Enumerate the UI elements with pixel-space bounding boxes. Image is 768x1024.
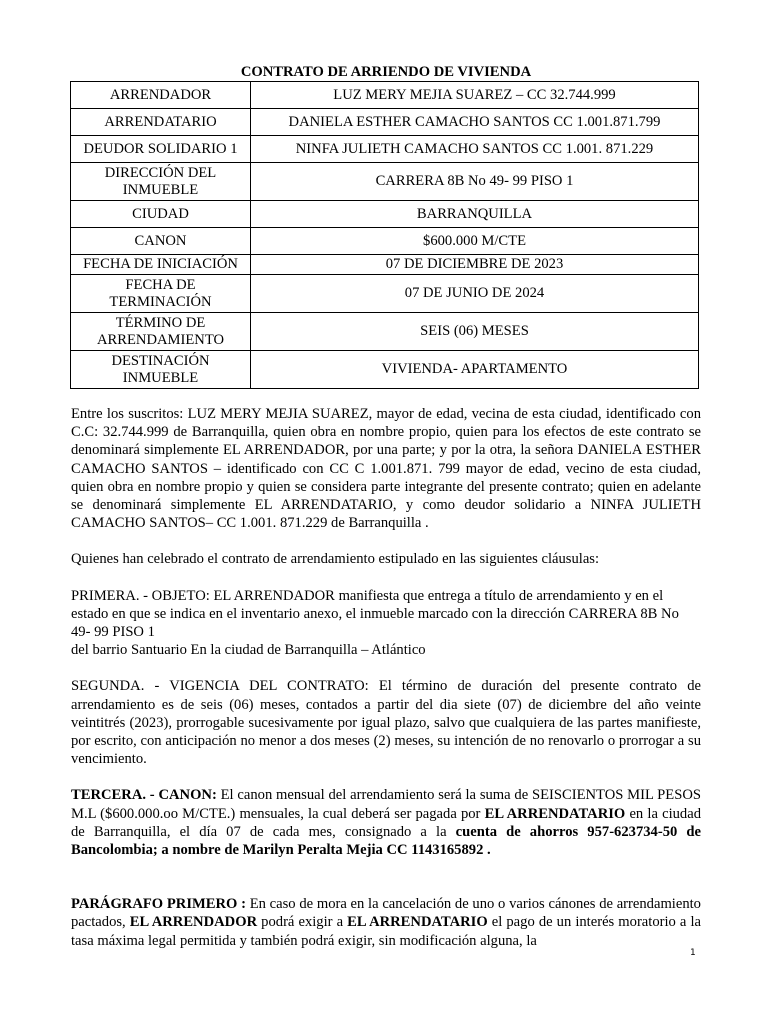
row-label: FECHA DE INICIACIÓN (71, 255, 251, 275)
row-label: ARRENDADOR (71, 82, 251, 109)
row-value: CARRERA 8B No 49- 99 PISO 1 (251, 163, 699, 201)
clause-primera: PRIMERA. - OBJETO: EL ARRENDADOR manifiesta que entrega a título de arrendamiento y en el estado en que se indica en el inventario anexo, el inmueble marcado con la dirección CARRERA 8B No 49- 99 PISO 1 (71, 587, 679, 641)
row-label: CIUDAD (71, 201, 251, 228)
clause-heading: PARÁGRAFO PRIMERO : (71, 896, 246, 913)
table-row (71, 136, 699, 163)
table-row (71, 351, 699, 389)
intro-paragraph: Entre los suscritos: LUZ MERY MEJIA SUAREZ, mayor de edad, vecina de esta ciudad, identificado con C.C: 32.744.999 de Barranquilla, quien obra en nombre propio, quien para los efectos de este contrato se denominará simplemente EL ARRENDADOR, por una parte; y por la otra, la señora DANIELA ESTHER CAMACHO SANTOS – identificado con CC C 1.001.871. 799 mayor de edad, vecino de esta ciudad, quien obra en nombre propio y quien se considera parte integrante del presente contrato; quien en adelante se denominará simplemente EL ARRENDATARIO, y como deudor solidario a NINFA JULIETH CAMACHO SANTOS– CC 1.001. 871.229 de Barranquilla . (71, 406, 701, 532)
party-name: EL ARRENDATARIO (484, 805, 626, 822)
row-value: NINFA JULIETH CAMACHO SANTOS CC 1.001. 871.229 (251, 136, 699, 163)
clause-text: En caso de mora en la cancelación de uno o varios cánones de arrendamiento pactados, (71, 896, 701, 931)
row-value: VIVIENDA- APARTAMENTO (251, 351, 699, 389)
clause-text: El canon mensual del arrendamiento será la suma de SEISCIENTOS MIL PESOS M.L ($600.000.oo M/CTE.) mensuales, la cual deberá ser pagada por (71, 787, 701, 822)
row-label: FECHA DE TERMINACIÓN (71, 275, 251, 313)
row-label: ARRENDATARIO (71, 109, 251, 136)
table-row (71, 109, 699, 136)
row-value: SEIS (06) MESES (251, 313, 699, 351)
clause-heading: TERCERA. - CANON: (71, 787, 217, 804)
party-name: EL ARRENDATARIO (347, 914, 488, 931)
row-label: DESTINACIÓN INMUEBLE (71, 351, 251, 389)
table-row (71, 313, 699, 351)
row-label: CANON (71, 228, 251, 255)
table-row (71, 228, 699, 255)
row-value: DANIELA ESTHER CAMACHO SANTOS CC 1.001.871.799 (251, 109, 699, 136)
contract-body (71, 405, 701, 950)
row-value: BARRANQUILLA (251, 201, 699, 228)
row-value: 07 DE DICIEMBRE DE 2023 (251, 255, 699, 275)
document-title: CONTRATO DE ARRIENDO DE VIVIENDA (240, 64, 532, 80)
clause-segunda: SEGUNDA. - VIGENCIA DEL CONTRATO: El término de duración del presente contrato de arrendamiento es de seis (06) meses, contados a partir del dia siete (07) de diciembre del año veinte veintitrés (2023), prorrogable sucesivamente por igual plazo, salvo que cualquiera de las partes manifieste, por escrito, con anticipación no menor a dos meses (2) meses, su intención de no renovarlo o prorrogar a su vencimiento. (71, 678, 701, 768)
row-label: TÉRMINO DE ARRENDAMIENTO (71, 313, 251, 351)
row-label: DIRECCIÓN DEL INMUEBLE (71, 163, 251, 201)
clause-text: podrá exigir a (257, 914, 348, 931)
paragrafo-primero (71, 895, 701, 950)
clause-tercera (71, 786, 701, 859)
table-row (71, 82, 699, 109)
table-row (71, 163, 699, 201)
party-name: EL ARRENDADOR (129, 914, 258, 931)
table-row (71, 255, 699, 275)
table-row (71, 201, 699, 228)
bank-account: cuenta de ahorros 957-623734-50 de Bancolombia; a nombre de Marilyn Peralta Mejia CC 1143165892 . (71, 823, 701, 859)
row-value: 07 DE JUNIO DE 2024 (251, 275, 699, 313)
clauses-intro: Quienes han celebrado el contrato de arrendamiento estipulado en las siguientes cláusulas: (71, 551, 600, 568)
row-value: LUZ MERY MEJIA SUAREZ – CC 32.744.999 (251, 82, 699, 109)
row-value: $600.000 M/CTE (251, 228, 699, 255)
clause-primera-barrio: del barrio Santuario En la ciudad de Barranquilla – Atlántico (71, 642, 426, 659)
table-row (71, 275, 699, 313)
page-number: 1 (690, 948, 696, 958)
clause-text: en la ciudad de Barranquilla, el día 07 de cada mes, consignado a la (71, 805, 701, 840)
contract-info-table (70, 81, 699, 389)
clause-text: el pago de un interés moratorio a la tasa máxima legal permitida y también podrá exigir, sin modificación alguna, la (71, 914, 701, 949)
row-label: DEUDOR SOLIDARIO 1 (71, 136, 251, 163)
